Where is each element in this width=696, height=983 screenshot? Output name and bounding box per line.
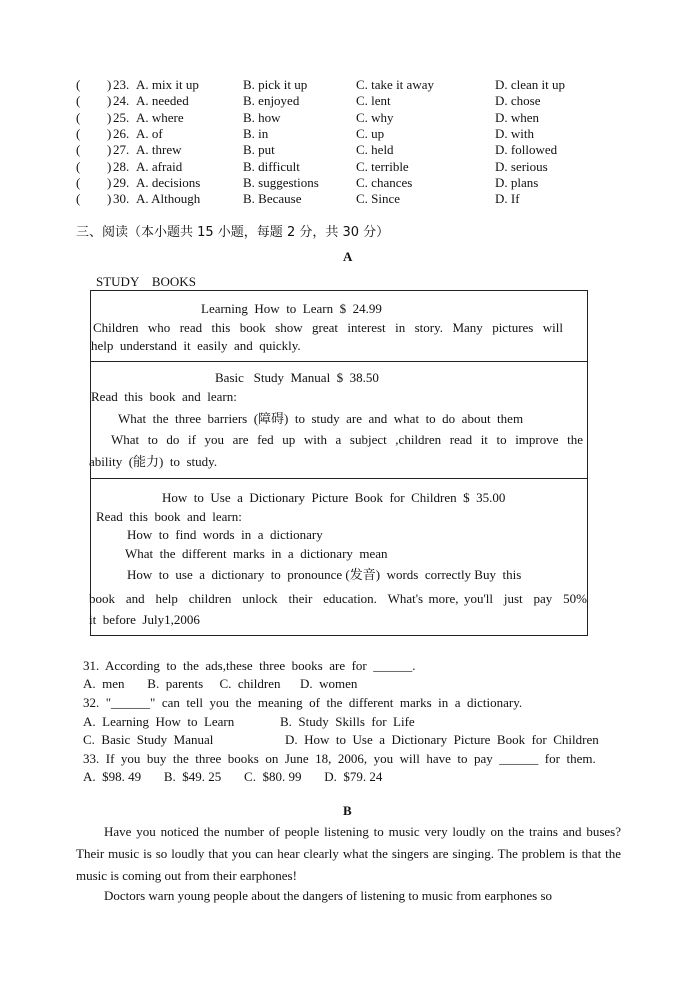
question-31-options: A. men B. parents C. children D. women: [83, 676, 358, 691]
book-ad-basic-study-manual: [90, 360, 588, 479]
question-32-option-c: C. Basic Study Manual: [83, 732, 214, 747]
question-33: 33. If you buy the three books on June 18, 2006, you will have to pay ______ for them.: [83, 751, 596, 766]
passage-b-paragraph-1: [76, 821, 621, 887]
book-ad-learning-how-to-learn: [90, 290, 588, 362]
option-a: A. where: [136, 109, 184, 125]
cloze-row: [76, 159, 636, 175]
answer-paren-open: (: [76, 93, 81, 109]
option-c: C. terrible: [356, 158, 409, 174]
option-c: C. lent: [356, 93, 391, 109]
question-31: 31. According to the ads,these three books are for ______.: [83, 658, 416, 673]
option-c: C. held: [356, 142, 394, 158]
book3-point3: How to use a dictionary to pronounce (发音) words correctly Buy this: [127, 567, 522, 582]
option-d: D. clean it up: [495, 77, 566, 92]
cloze-row: [76, 93, 636, 109]
passage-b-p2-text: Doctors warn young people about the dangers of listening to music from earphones so: [104, 888, 553, 903]
cloze-row: [76, 110, 636, 126]
book2-title: Basic Study Manual $ 38.50: [215, 370, 379, 385]
answer-paren-open: (: [76, 142, 81, 158]
answer-paren-close: ): [107, 77, 112, 92]
question-number: 29.: [113, 174, 130, 190]
book3-point1: How to find words in a dictionary: [127, 527, 323, 542]
option-b: B. suggestions: [243, 174, 319, 190]
passage-b-paragraph-2: [76, 885, 621, 907]
question-number: 26.: [113, 125, 130, 141]
book1-title: Learning How to Learn $ 24.99: [201, 301, 382, 316]
option-a: A. mix it up: [136, 77, 199, 92]
answer-paren-close: ): [107, 109, 112, 125]
answer-paren-open: (: [76, 191, 81, 207]
book2-point2b: ability (能力) to study.: [89, 454, 218, 469]
option-c: C. take it away: [356, 77, 434, 92]
book3-line4: book and help children unlock their education. What's more, you'll just pay 50%: [89, 591, 587, 606]
option-c: C. why: [356, 109, 394, 125]
option-d: D. when: [495, 109, 540, 125]
book2-point2: What to do if you are fed up with a subject ,children read it to improve the: [111, 432, 583, 447]
option-c: C. chances: [356, 174, 413, 190]
option-d: D. plans: [495, 174, 539, 190]
answer-paren-close: ): [107, 125, 112, 141]
option-a: A. decisions: [136, 174, 201, 190]
option-d: D. followed: [495, 142, 558, 158]
question-number: 25.: [113, 109, 130, 125]
option-d: D. serious: [495, 158, 548, 174]
book3-title: How to Use a Dictionary Picture Book for Children $ 35.00: [162, 490, 506, 505]
book2-point1: What the three barriers (障碍) to study are and what to do about them: [118, 411, 524, 426]
answer-paren-open: (: [76, 109, 81, 125]
answer-paren-open: (: [76, 125, 81, 141]
option-a: A. of: [136, 125, 163, 141]
question-number: 23.: [113, 77, 130, 92]
answer-paren-close: ): [107, 174, 112, 190]
question-number: 27.: [113, 142, 130, 158]
book3-point2: What the different marks in a dictionary mean: [125, 546, 388, 561]
answer-paren-close: ): [107, 191, 112, 207]
option-d: D. If: [495, 191, 520, 207]
option-c: C. up: [356, 125, 385, 141]
option-d: D. with: [495, 125, 534, 141]
study-books-caption: STUDY BOOKS: [96, 274, 196, 289]
book3-intro: Read this book and learn:: [96, 509, 242, 524]
option-a: A. Although: [136, 191, 201, 207]
question-number: 28.: [113, 158, 130, 174]
option-b: B. difficult: [243, 158, 300, 174]
book-ad-dictionary-picture-book: [90, 478, 588, 636]
book1-line2: help understand it easily and quickly.: [91, 338, 301, 353]
book2-intro: Read this book and learn:: [91, 389, 237, 404]
answer-paren-open: (: [76, 77, 81, 92]
question-32-option-d: D. How to Use a Dictionary Picture Book for Children: [285, 732, 599, 747]
book1-line1: Children who read this book show great interest in story. Many pictures will: [93, 320, 563, 335]
option-b: B. pick it up: [243, 77, 308, 92]
cloze-row: [76, 142, 636, 158]
question-32-option-a: A. Learning How to Learn: [83, 714, 235, 729]
option-b: B. in: [243, 125, 269, 141]
cloze-row: [76, 175, 636, 191]
question-number: 24.: [113, 93, 130, 109]
answer-paren-close: ): [107, 158, 112, 174]
question-33-options: A. $98. 49 B. $49. 25 C. $80. 99 D. $79. 24: [83, 769, 383, 784]
passage-b-p1-text: Have you noticed the number of people listening to music very loudly on the trains and buses? Their music is so loudly that you can hear clearly what the singers are singing. The problem is that the music is coming out from their earphones!: [76, 824, 621, 883]
section-heading: 三、阅读（本小题共 15 小题，每题 2 分，共 30 分）: [76, 225, 390, 240]
option-b: B. Because: [243, 191, 302, 207]
cloze-row: [76, 191, 636, 207]
option-c: C. Since: [356, 191, 401, 207]
question-32-option-b: B. Study Skills for Life: [280, 714, 415, 729]
question-number: 30.: [113, 191, 130, 207]
passage-a-label: A: [343, 249, 353, 264]
book3-line5: it before July1,2006: [89, 612, 200, 627]
option-b: B. how: [243, 109, 281, 125]
answer-paren-open: (: [76, 158, 81, 174]
option-a: A. needed: [136, 93, 189, 109]
question-32: 32. "______" can tell you the meaning of the different marks in a dictionary.: [83, 695, 523, 710]
cloze-row: [76, 126, 636, 142]
option-b: B. put: [243, 142, 275, 158]
option-b: B. enjoyed: [243, 93, 300, 109]
option-d: D. chose: [495, 93, 541, 109]
answer-paren-open: (: [76, 174, 81, 190]
option-a: A. afraid: [136, 158, 183, 174]
passage-b-label: B: [343, 803, 352, 818]
answer-paren-close: ): [107, 142, 112, 158]
cloze-row: [76, 77, 636, 93]
option-a: A. threw: [136, 142, 182, 158]
answer-paren-close: ): [107, 93, 112, 109]
